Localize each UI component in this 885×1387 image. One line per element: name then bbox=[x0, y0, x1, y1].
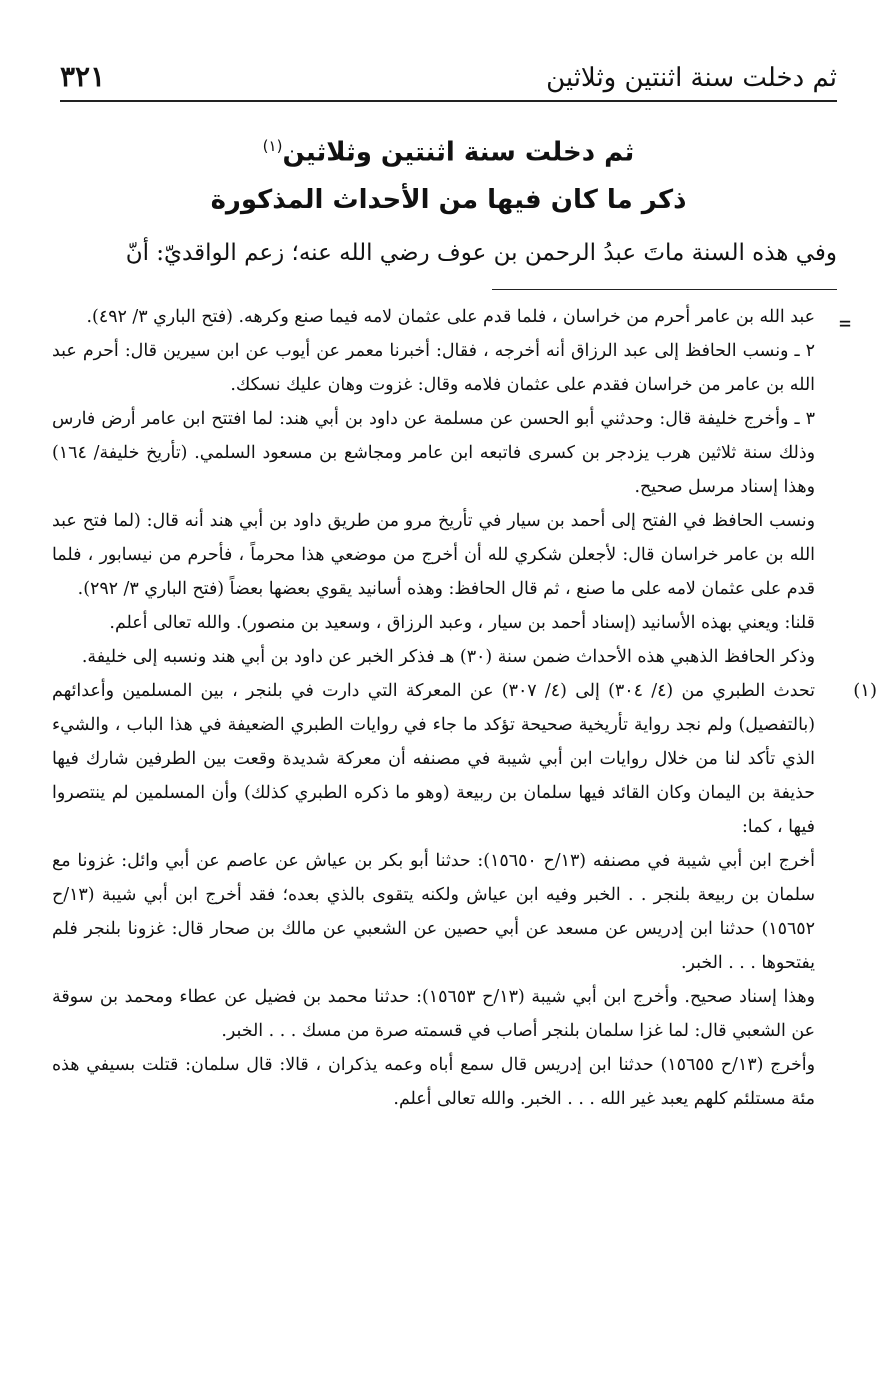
footnote-paragraph: أخرج ابن أبي شيبة في مصنفه (١٣/ح ١٥٦٥٠): حدثنا أبو بكر بن عياش عن عاصم عن أبي وائل: غزونا مع سلمان بن ربيعة بلنجر . . الخبر وفيه ابن عياش ولكنه يتقوى بالذي بعده؛ فقد أخرج ابن أبي شيبة (١٣/ح ١٥٦٥٢) حدثنا ابن إدريس عن مسعد عن أبي حصين عن الشعبي عن مالك بن صحار قال: غزونا بلنجر فلم يفتحوها . . . الخبر. bbox=[52, 851, 815, 973]
footnote-paragraph: ونسب الحافظ في الفتح إلى أحمد بن سيار في تأريخ مرو من طريق داود بن أبي هند أنه قال: (لما فتح عبد الله بن عامر خراسان قال: لأجعلن شكري لله أن أخرج من موضعي هذا محرماً ، فأحرم من نيسابور ، فلما قدم على عثمان لامه على ما صنع ، ثم قال الحافظ: وهذه أسانيد يقوي بعضها بعضاً (فتح الباري ٣/ ٢٩٢). bbox=[52, 511, 815, 599]
footnote-1 bbox=[52, 674, 877, 1116]
footnote-divider bbox=[492, 289, 837, 290]
footnote-paragraph: قلنا: ويعني بهذه الأسانيد (إسناد أحمد بن سيار ، وعبد الرزاق ، وسعيد بن منصور). والله تعالى أعلم. bbox=[109, 613, 815, 633]
running-title: ثم دخلت سنة اثنتين وثلاثين bbox=[546, 63, 837, 93]
body-paragraph: وفي هذه السنة ماتَ عبدُ الرحمن بن عوف رضي الله عنه؛ زعم الواقديّ: أنّ bbox=[125, 240, 837, 266]
footnote-paragraph: وأخرج (١٣/ح ١٥٦٥٥) حدثنا ابن إدريس قال سمع أباه وعمه يذكران ، قالا: قال سلمان: قتلت بسيفي هذه مئة مستلئم كلهم يعبد غير الله . . . الخبر. والله تعالى أعلم. bbox=[52, 1055, 815, 1109]
footnote-paragraph: وهذا إسناد صحيح. وأخرج ابن أبي شيبة (١٣/ح ١٥٦٥٣): حدثنا محمد بن فضيل عن عطاء ومحمد بن سوقة عن الشعبي قال: لما غزا سلمان بلنجر أصاب في قسمته صرة من مسك . . . الخبر. bbox=[52, 987, 815, 1041]
year-heading-text: ثم دخلت سنة اثنتين وثلاثين bbox=[282, 137, 635, 168]
footnote-continuation-mark: = bbox=[838, 311, 851, 335]
footnote-paragraph: وذكر الحافظ الذهبي هذه الأحداث ضمن سنة (٣٠) هـ فذكر الخبر عن داود بن أبي هند ونسبه إلى خليفة. bbox=[81, 647, 815, 667]
footnote-paragraph: ٣ ـ وأخرج خليفة قال: وحدثني أبو الحسن عن مسلمة عن داود بن أبي هند: لما افتتح ابن عامر أرض فارس وذلك سنة ثلاثين هرب يزدجر بن كسرى فاتبعه ابن عامر ومجاشع بن مسعود السلمي. (تأريخ خليفة/ ١٦٤) وهذا إسناد مرسل صحيح. bbox=[52, 409, 815, 497]
footnote-1-marker: (١) bbox=[853, 680, 877, 701]
footnotes-section bbox=[52, 300, 877, 1116]
year-heading bbox=[60, 126, 837, 173]
running-header bbox=[60, 56, 837, 102]
footnote-paragraph: تحدث الطبري من (٤/ ٣٠٤) إلى (٤/ ٣٠٧) عن المعركة التي دارت في بلنجر ، بين المسلمين وأعدائهم (بالتفصيل) ولم نجد رواية تأريخية صحيحة تؤكد ما جاء في روايات الطبري الضعيفة في هذا الباب ، والشيء الذي تأكد لنا من خلال روايات ابن أبي شيبة في مصنفه أن معركة شديدة وقعت بين الطرفين شارك فيها حذيفة بن اليمان وكان القائد فيها سلمان بن ربيعة (وهو ما ذكره الطبري كذلك) وأن المسلمين لم ينتصروا فيها ، كما: bbox=[52, 681, 816, 837]
footnote-reference: (١) bbox=[262, 137, 283, 155]
section-heading: ذكر ما كان فيها من الأحداث المذكورة bbox=[210, 185, 687, 215]
footnote-paragraph: عبد الله بن عامر أحرم من خراسان ، فلما قدم على عثمان لامه فيما صنع وكرهه. (فتح الباري ٣/ ٤٩٢). bbox=[86, 307, 815, 327]
footnote-paragraph: ٢ ـ ونسب الحافظ إلى عبد الرزاق أنه أخرجه ، فقال: أخبرنا معمر عن أيوب عن ابن سيرين قال: أحرم عبد الله بن عامر من خراسان فقدم على عثمان فلامه وقال: غزوت وهان عليك نسكك. bbox=[52, 341, 815, 395]
page-number: ٣٢١ bbox=[60, 60, 106, 93]
